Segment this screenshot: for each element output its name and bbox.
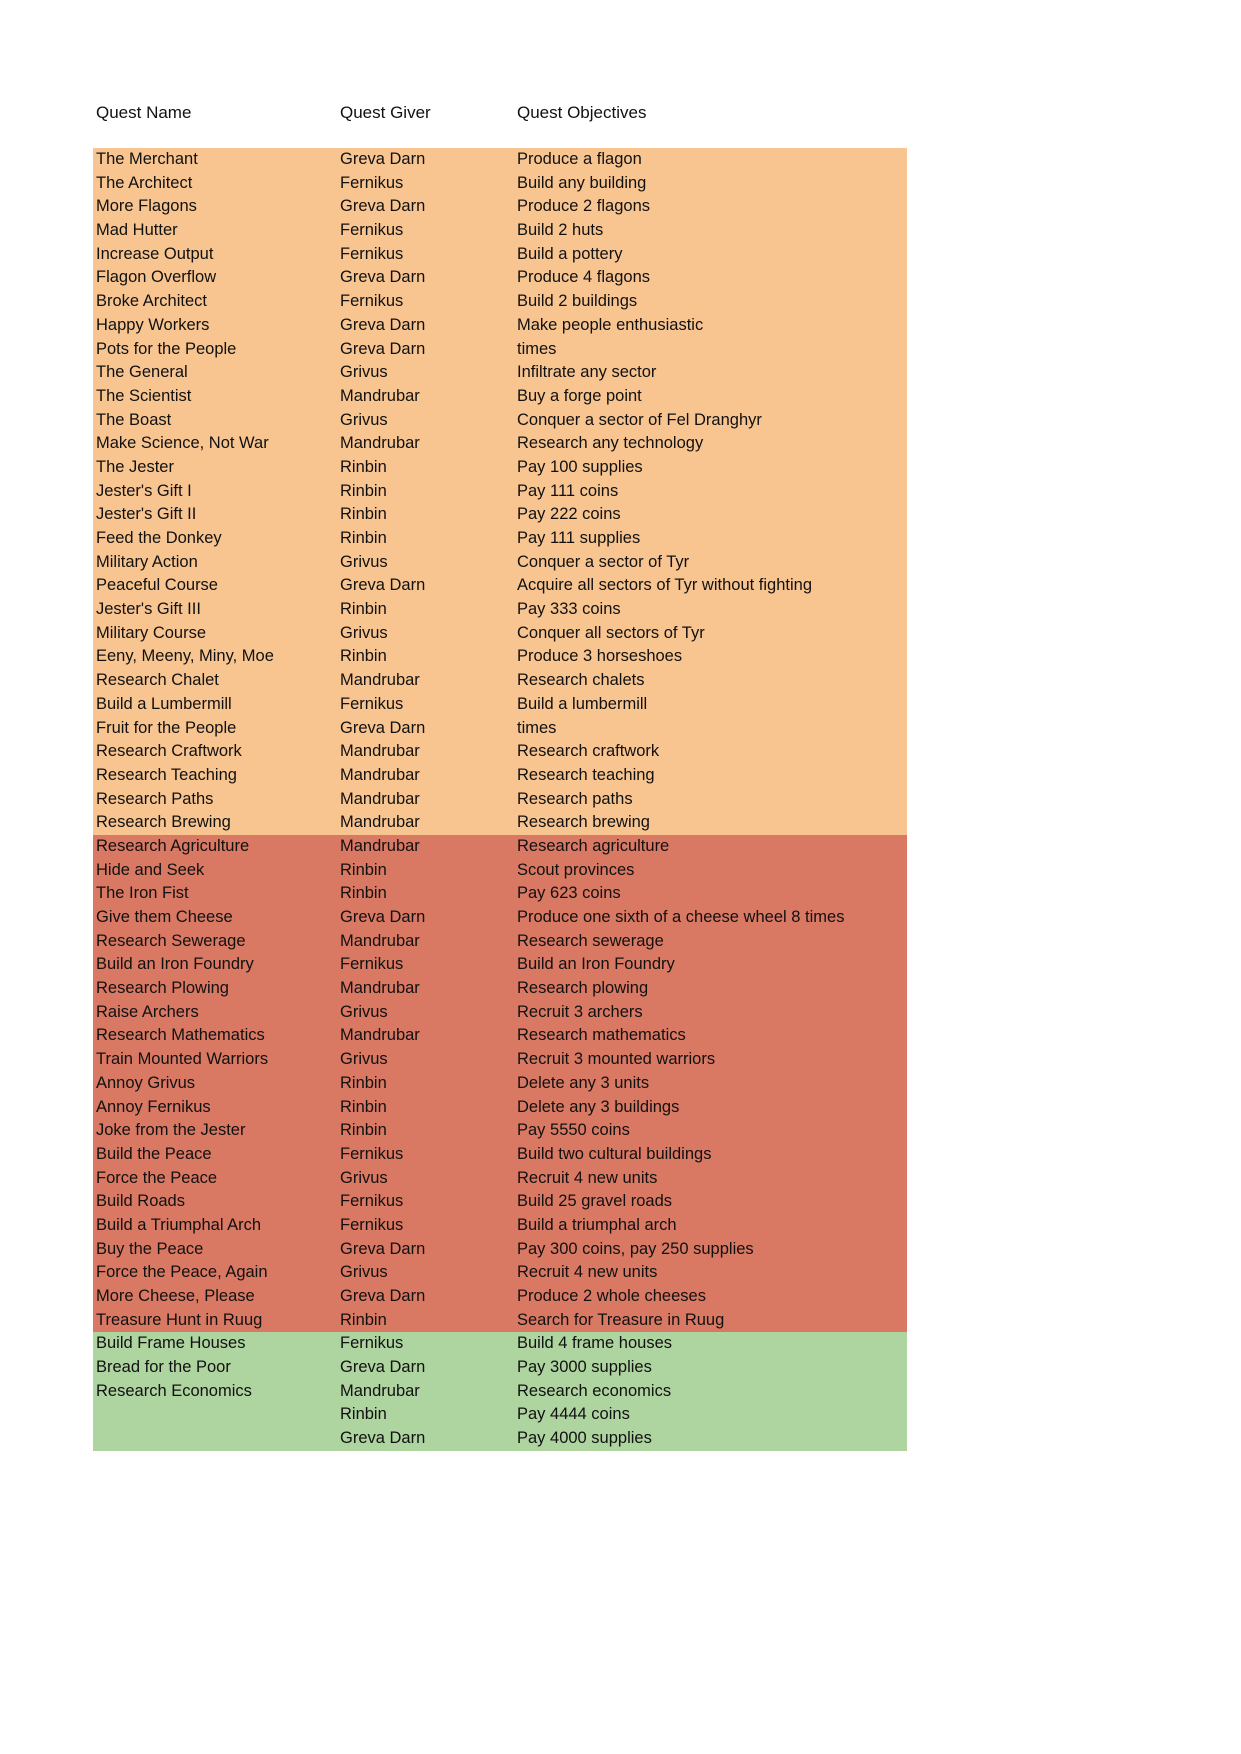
quest-giver-cell: Rinbin xyxy=(340,1097,387,1116)
quest-objective-cell: Build 2 huts xyxy=(517,221,604,240)
quest-objective-cell: Conquer a sector of Fel Dranghyr xyxy=(517,410,762,429)
quest-giver-cell: Mandrubar xyxy=(340,765,420,784)
header-quest-giver: Quest Giver xyxy=(340,103,431,122)
quest-objective-cell: Research chalets xyxy=(517,671,645,690)
quest-name-cell: Increase Output xyxy=(96,244,214,263)
table-row xyxy=(93,1143,907,1167)
quest-name-cell xyxy=(93,1403,340,1427)
quest-name-cell: Treasure Hunt in Ruug xyxy=(96,1310,263,1329)
table-row xyxy=(93,338,907,362)
quest-giver-cell: Rinbin xyxy=(340,600,387,619)
quest-name-cell: Research Paths xyxy=(96,789,214,808)
quest-giver-cell: Mandrubar xyxy=(340,1026,420,1045)
quest-objective-cell: Pay 100 supplies xyxy=(517,457,643,476)
table-row xyxy=(93,503,907,527)
quest-name-cell: Flagon Overflow xyxy=(96,268,217,287)
quest-giver-cell: Grivus xyxy=(340,1263,388,1282)
quest-name-cell: Eeny, Meeny, Miny, Moe xyxy=(96,647,274,666)
table-row xyxy=(93,1427,907,1451)
quest-giver-cell: Grivus xyxy=(340,623,388,642)
table-row xyxy=(93,409,907,433)
quest-giver-cell: Greva Darn xyxy=(340,1287,426,1305)
quest-giver-cell: Greva Darn xyxy=(340,1239,426,1258)
quest-giver-cell: Mandrubar xyxy=(340,742,420,761)
quest-giver-cell: Mandrubar xyxy=(340,979,420,998)
quest-objective-cell: Pay 111 supplies xyxy=(517,529,641,547)
quest-objective-cell: Produce 2 flagons xyxy=(517,197,651,216)
table-row xyxy=(93,764,907,788)
quest-objective-cell: Recruit 3 archers xyxy=(517,1002,643,1021)
table-row xyxy=(93,1261,907,1285)
quest-giver-cell: Rinbin xyxy=(340,1073,387,1092)
quest-giver-cell: Mandrubar xyxy=(340,386,420,405)
table-row xyxy=(93,859,907,883)
quest-name-cell: Research Economics xyxy=(96,1381,252,1400)
quest-name-cell: Peaceful Course xyxy=(96,576,218,595)
table-row xyxy=(93,882,907,906)
quest-table-body xyxy=(93,148,907,1451)
quest-giver-cell: Rinbin xyxy=(340,481,387,500)
quest-objective-cell: Build a pottery xyxy=(517,244,623,263)
quest-giver-cell: Mandrubar xyxy=(340,836,420,855)
table-row xyxy=(93,906,907,930)
header-quest-name: Quest Name xyxy=(96,103,192,122)
quest-giver-cell: Rinbin xyxy=(340,1310,387,1329)
quest-name-cell: Buy the Peace xyxy=(96,1239,204,1258)
quest-name-cell: Annoy Grivus xyxy=(96,1073,196,1092)
table-row xyxy=(93,1214,907,1238)
table-row xyxy=(93,930,907,954)
quest-objective-cell: Produce 3 horseshoes xyxy=(517,647,683,666)
quest-objective-cell: Research teaching xyxy=(517,765,655,784)
table-row xyxy=(93,456,907,480)
quest-giver-cell: Greva Darn xyxy=(340,1358,426,1377)
quest-giver-cell: Fernikus xyxy=(340,955,404,974)
quest-section-mid xyxy=(93,835,907,1332)
quest-giver-cell: Fernikus xyxy=(340,1334,404,1353)
quest-name-cell: Build the Peace xyxy=(96,1144,212,1163)
quest-name-cell: Research Teaching xyxy=(96,765,237,784)
quest-name-cell: Fruit for the People xyxy=(96,718,237,737)
quest-name-cell: The Merchant xyxy=(96,150,198,168)
table-row xyxy=(93,1167,907,1191)
table-row xyxy=(93,1001,907,1025)
table-row xyxy=(93,1096,907,1120)
quest-name-cell: Research Mathematics xyxy=(96,1026,265,1045)
table-row xyxy=(93,1332,907,1356)
quest-objective-cell: Pay 623 coins xyxy=(517,884,621,903)
table-row xyxy=(93,1119,907,1143)
quest-name-cell: The Architect xyxy=(96,173,193,192)
table-row xyxy=(93,148,907,172)
quest-name-cell: Force the Peace, Again xyxy=(96,1263,268,1282)
quest-giver-cell: Fernikus xyxy=(340,292,404,311)
table-row xyxy=(93,717,907,741)
quest-name-cell: More Flagons xyxy=(96,197,197,216)
quest-objective-cell: Pay 111 coins xyxy=(517,481,619,500)
header-quest-objectives: Quest Objectives xyxy=(517,103,647,122)
quest-objective-cell: Research economics xyxy=(517,1381,672,1400)
quest-name-cell: More Cheese, Please xyxy=(96,1287,255,1305)
quest-name-cell xyxy=(93,1427,340,1451)
quest-giver-cell: Mandrubar xyxy=(340,671,420,690)
quest-giver-cell: Mandrubar xyxy=(340,789,420,808)
quest-giver-cell: Greva Darn xyxy=(340,339,426,358)
quest-giver-cell: Fernikus xyxy=(340,1215,404,1234)
quest-giver-cell: Mandrubar xyxy=(340,1381,420,1400)
quest-giver-cell: Grivus xyxy=(340,1002,388,1021)
quest-giver-cell: Fernikus xyxy=(340,1192,404,1211)
quest-objective-cell: Build an Iron Foundry xyxy=(517,955,675,974)
quest-objective-cell: Pay 3000 supplies xyxy=(517,1358,652,1377)
quest-giver-cell: Greva Darn xyxy=(340,718,426,737)
quest-giver-cell: Rinbin xyxy=(340,860,387,879)
quest-objective-cell: Research agriculture xyxy=(517,836,670,855)
quest-giver-cell: Rinbin xyxy=(340,647,387,666)
table-row xyxy=(93,551,907,575)
quest-name-cell: Pots for the People xyxy=(96,339,237,358)
quest-section-late xyxy=(93,1332,907,1450)
table-row xyxy=(93,172,907,196)
quest-giver-cell: Fernikus xyxy=(340,244,404,263)
quest-objective-cell: Pay 333 coins xyxy=(517,600,621,619)
quest-objective-cell: Produce 4 flagons xyxy=(517,268,651,287)
quest-objective-cell: Pay 4444 coins xyxy=(517,1405,630,1424)
table-row xyxy=(93,527,907,551)
quest-name-cell: The Jester xyxy=(96,457,174,476)
quest-name-cell: Build Frame Houses xyxy=(96,1334,246,1353)
table-row xyxy=(93,1024,907,1048)
quest-name-cell: The Boast xyxy=(96,410,172,429)
table-row xyxy=(93,480,907,504)
quest-name-cell: Happy Workers xyxy=(96,315,210,334)
table-row xyxy=(93,1356,907,1380)
quest-objective-cell: Build two cultural buildings xyxy=(517,1144,712,1163)
quest-name-cell: Force the Peace xyxy=(96,1168,218,1187)
table-row xyxy=(93,1309,907,1333)
quest-name-cell: The Iron Fist xyxy=(96,884,189,903)
quest-giver-cell: Rinbin xyxy=(340,505,387,524)
table-row xyxy=(93,195,907,219)
quest-giver-cell: Mandrubar xyxy=(340,813,420,832)
quest-giver-cell: Greva Darn xyxy=(340,908,426,926)
quest-giver-cell: Rinbin xyxy=(340,884,387,903)
table-row xyxy=(93,1238,907,1262)
quest-objective-cell: Build a lumbermill xyxy=(517,694,648,713)
quest-giver-cell: Rinbin xyxy=(340,529,387,547)
quest-giver-cell: Mandrubar xyxy=(340,931,420,950)
quest-name-cell: Jester's Gift I xyxy=(96,481,192,500)
quest-giver-cell: Greva Darn xyxy=(340,268,426,287)
quest-name-cell: Jester's Gift II xyxy=(96,505,197,524)
quest-objective-cell: Research craftwork xyxy=(517,742,660,761)
table-row xyxy=(93,1048,907,1072)
quest-objective-cell: Scout provinces xyxy=(517,860,635,879)
quest-objective-cell: Research sewerage xyxy=(517,931,664,950)
table-row xyxy=(93,740,907,764)
quest-name-cell: Build Roads xyxy=(96,1192,185,1211)
quest-giver-cell: Greva Darn xyxy=(340,197,426,216)
quest-name-cell: Give them Cheese xyxy=(96,908,233,926)
quest-objective-cell: Research paths xyxy=(517,789,633,808)
quest-name-cell: Build an Iron Foundry xyxy=(96,955,254,974)
quest-giver-cell: Fernikus xyxy=(340,1144,404,1163)
table-row xyxy=(93,835,907,859)
quest-name-cell: Make Science, Not War xyxy=(96,434,269,453)
quest-objective-cell: Search for Treasure in Ruug xyxy=(517,1310,725,1329)
quest-giver-cell: Fernikus xyxy=(340,694,404,713)
table-row xyxy=(93,1285,907,1309)
quest-name-cell: Hide and Seek xyxy=(96,860,205,879)
quest-name-cell: The General xyxy=(96,363,188,382)
quest-objective-cell: Delete any 3 buildings xyxy=(517,1097,680,1116)
table-row xyxy=(93,669,907,693)
table-row xyxy=(93,361,907,385)
quest-objective-cell: Research brewing xyxy=(517,813,650,832)
table-row xyxy=(93,788,907,812)
quest-objective-cell: Conquer all sectors of Tyr xyxy=(517,623,705,642)
table-row xyxy=(93,290,907,314)
quest-name-cell: Research Brewing xyxy=(96,813,231,832)
quest-section-early xyxy=(93,148,907,835)
quest-name-cell: Annoy Fernikus xyxy=(96,1097,211,1116)
quest-name-cell: Military Course xyxy=(96,623,207,642)
table-row xyxy=(93,314,907,338)
table-row xyxy=(93,977,907,1001)
quest-objective-cell: Produce a flagon xyxy=(517,150,642,168)
quest-giver-cell: Fernikus xyxy=(340,221,404,240)
quest-objective-cell: Pay 300 coins, pay 250 supplies xyxy=(517,1239,754,1258)
table-row xyxy=(93,1403,907,1427)
table-row xyxy=(93,953,907,977)
quest-giver-cell: Greva Darn xyxy=(340,576,426,595)
quest-giver-cell: Grivus xyxy=(340,1168,388,1187)
quest-objective-cell: Produce 2 whole cheeses xyxy=(517,1287,706,1305)
quest-objective-cell: times xyxy=(517,339,557,358)
quest-objective-cell: Produce one sixth of a cheese wheel 8 times xyxy=(517,908,845,926)
quest-objective-cell: Build 2 buildings xyxy=(517,292,638,311)
table-row xyxy=(93,1190,907,1214)
quest-objective-cell: Pay 4000 supplies xyxy=(517,1429,652,1448)
quest-objective-cell: Build 4 frame houses xyxy=(517,1334,673,1353)
quest-name-cell: Military Action xyxy=(96,552,198,571)
table-row xyxy=(93,574,907,598)
table-row xyxy=(93,645,907,669)
quest-name-cell: Research Plowing xyxy=(96,979,229,998)
table-row xyxy=(93,219,907,243)
quest-objective-cell: Buy a forge point xyxy=(517,386,642,405)
quest-giver-cell: Mandrubar xyxy=(340,434,420,453)
quest-giver-cell: Rinbin xyxy=(340,1121,387,1140)
quest-objective-cell: Conquer a sector of Tyr xyxy=(517,552,690,571)
table-row xyxy=(93,243,907,267)
table-row xyxy=(93,811,907,835)
table-row xyxy=(93,385,907,409)
quest-objective-cell: Recruit 4 new units xyxy=(517,1168,658,1187)
quest-name-cell: Joke from the Jester xyxy=(96,1121,246,1140)
quest-giver-cell: Grivus xyxy=(340,363,388,382)
quest-name-cell: Raise Archers xyxy=(96,1002,199,1021)
quest-name-cell: Jester's Gift III xyxy=(96,600,201,619)
table-row xyxy=(93,266,907,290)
quest-giver-cell: Grivus xyxy=(340,552,388,571)
quest-giver-cell: Rinbin xyxy=(340,1405,387,1424)
quest-objective-cell: Delete any 3 units xyxy=(517,1073,650,1092)
quest-objective-cell: Recruit 4 new units xyxy=(517,1263,658,1282)
quest-name-cell: Build a Lumbermill xyxy=(96,694,232,713)
quest-objective-cell: Build any building xyxy=(517,173,647,192)
quest-giver-cell: Rinbin xyxy=(340,457,387,476)
quest-objective-cell: Pay 5550 coins xyxy=(517,1121,630,1140)
quest-objective-cell: times xyxy=(517,718,557,737)
table-row xyxy=(93,598,907,622)
quest-name-cell: Research Chalet xyxy=(96,671,219,690)
quest-name-cell: Bread for the Poor xyxy=(96,1358,231,1377)
table-row xyxy=(93,693,907,717)
quest-name-cell: Research Agriculture xyxy=(96,836,250,855)
quest-giver-cell: Fernikus xyxy=(340,173,404,192)
quest-objective-cell: Research any technology xyxy=(517,434,704,453)
quest-objective-cell: Recruit 3 mounted warriors xyxy=(517,1050,716,1069)
table-row xyxy=(93,1380,907,1404)
quest-name-cell: Train Mounted Warriors xyxy=(96,1050,269,1069)
quest-name-cell: Broke Architect xyxy=(96,292,207,311)
table-row xyxy=(93,622,907,646)
quest-objective-cell: Research mathematics xyxy=(517,1026,686,1045)
quest-giver-cell: Greva Darn xyxy=(340,150,426,168)
quest-objective-cell: Build 25 gravel roads xyxy=(517,1192,673,1211)
quest-giver-cell: Grivus xyxy=(340,1050,388,1069)
table-row xyxy=(93,432,907,456)
table-header xyxy=(96,103,1196,123)
quest-objective-cell: Research plowing xyxy=(517,979,649,998)
quest-name-cell: Research Sewerage xyxy=(96,931,246,950)
quest-objective-cell: Pay 222 coins xyxy=(517,505,621,524)
quest-objective-cell: Make people enthusiastic xyxy=(517,315,704,334)
quest-giver-cell: Greva Darn xyxy=(340,1429,426,1448)
quest-name-cell: Build a Triumphal Arch xyxy=(96,1215,262,1234)
quest-name-cell: Research Craftwork xyxy=(96,742,242,761)
quest-giver-cell: Greva Darn xyxy=(340,315,426,334)
quest-name-cell: Feed the Donkey xyxy=(96,529,222,547)
quest-objective-cell: Build a triumphal arch xyxy=(517,1215,677,1234)
table-row xyxy=(93,1072,907,1096)
quest-objective-cell: Acquire all sectors of Tyr without fighting xyxy=(517,576,813,595)
quest-giver-cell: Grivus xyxy=(340,410,388,429)
quest-name-cell: Mad Hutter xyxy=(96,221,178,240)
quest-name-cell: The Scientist xyxy=(96,386,192,405)
quest-objective-cell: Infiltrate any sector xyxy=(517,363,657,382)
